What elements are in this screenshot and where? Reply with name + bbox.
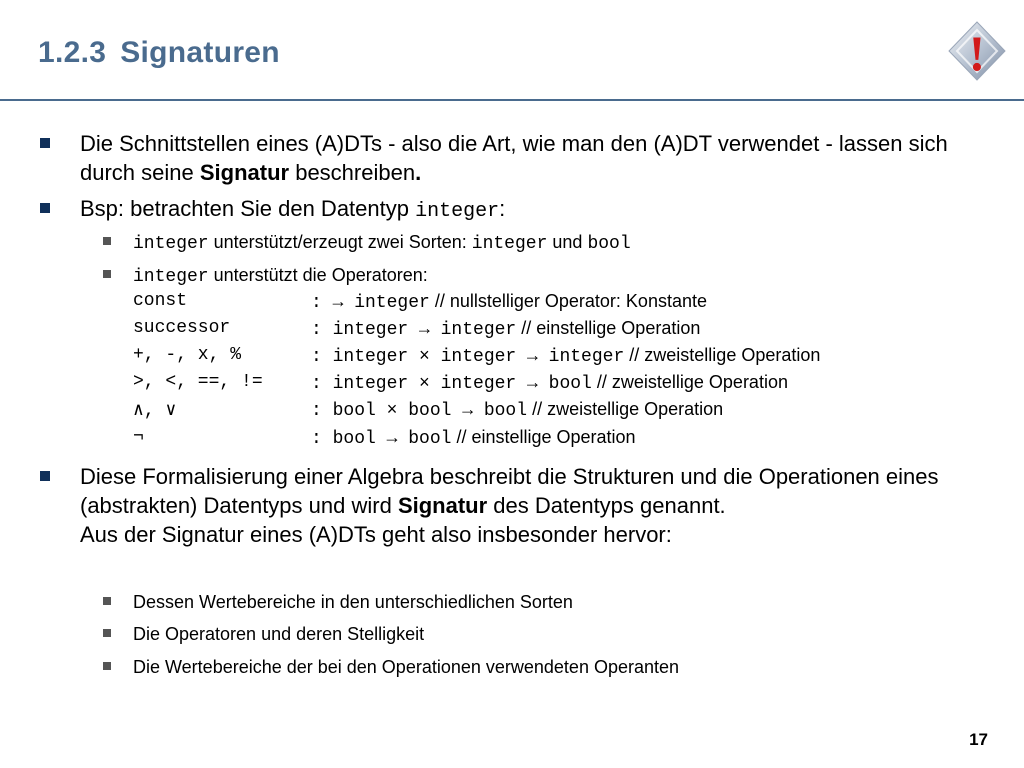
bold-term: Signatur xyxy=(397,493,488,518)
bullet-square-icon xyxy=(103,237,111,245)
sub-bullet-text: Dessen Wertebereiche in den unterschiedlichen Sorten xyxy=(133,592,573,612)
bullet-square-icon xyxy=(40,471,50,481)
bullet-square-icon xyxy=(40,203,50,213)
sub-bullet-text: integer unterstützt/erzeugt zwei Sorten: integer und bool xyxy=(133,232,631,254)
bold-term: Signatur xyxy=(199,160,290,185)
bullet-square-icon xyxy=(40,138,50,148)
sub-bullet-text: Die Wertebereiche der bei den Operationen verwendeten Operanten xyxy=(133,657,680,677)
code-term: integer xyxy=(415,200,500,223)
logo-glyph: ! xyxy=(968,25,986,81)
title-text: Signaturen xyxy=(120,36,280,69)
bullet-text: Diese Formalisierung einer Algebra beschreibt die Strukturen und die Operationen eines (abstrakten) Datentyps und wird Signatur des Datentyps genannt. Aus der Signatur eines (A)DTs geht also insbesonder hervor: xyxy=(80,464,939,547)
bullet-text: Die Schnittstellen eines (A)DTs - also die Art, wie man den (A)DT verwendet - lassen sich durch seine Signatur beschreiben. xyxy=(80,131,948,185)
sub-bullet-text: integer unterstützt die Operatoren: xyxy=(133,265,428,287)
bullet-text: Bsp: betrachten Sie den Datentyp integer: xyxy=(80,196,506,223)
bullet-square-icon xyxy=(103,270,111,278)
title-divider xyxy=(0,99,1024,101)
section-number: 1.2.3 xyxy=(38,36,107,69)
bullet-square-icon xyxy=(103,597,111,605)
bullet-square-icon xyxy=(103,662,111,670)
bullet-square-icon xyxy=(103,629,111,637)
sub-bullet-text: Die Operatoren und deren Stelligkeit xyxy=(133,624,425,644)
slide-title xyxy=(38,36,280,70)
exclamation-diamond-icon xyxy=(945,18,1013,84)
page-number: 17 xyxy=(969,730,988,749)
